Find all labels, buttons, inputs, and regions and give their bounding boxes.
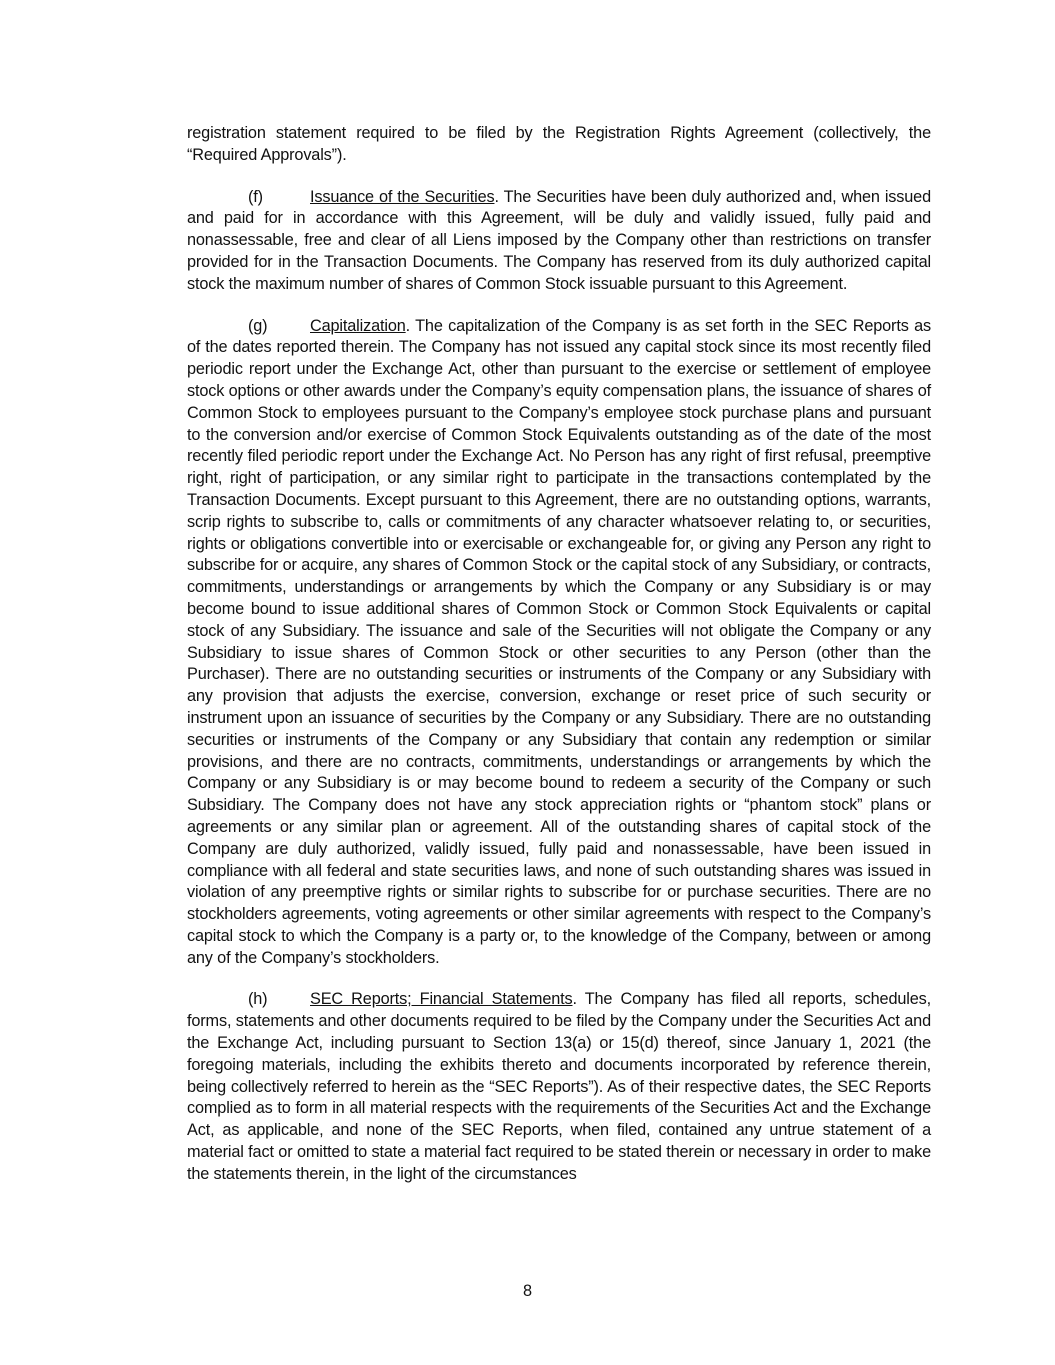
section-h-paragraph xyxy=(187,989,931,1185)
section-h-heading: SEC Reports; Financial Statements xyxy=(310,990,573,1009)
section-f-heading: Issuance of the Securities xyxy=(310,187,495,206)
section-f-body: The Securities have been duly authorized and, when issued and paid for in accordance with this Agreement, will be duly and validly issued, fully paid and nonassessable, free and clear of all Liens imposed by the Company other than restrictions on transfer provided for in the Transaction Documents. The Company has reserved from its duly authorized capital stock the maximum number of shares of Common Stock issuable pursuant to this Agreement. xyxy=(187,187,931,293)
section-h-heading-end: . xyxy=(572,990,577,1009)
page-number: 8 xyxy=(522,1282,533,1300)
section-f-label: (f) xyxy=(248,187,263,206)
section-h-body: The Company has filed all reports, schedules, forms, statements and other documents required to be filed by the Company under the Securities Act and the Exchange Act, including pursuant to Section 13(a) or 15(d) thereof, since January 1, 2021 (the foregoing materials, including the exhibits thereto and documents incorporated by reference therein, being collectively referred to herein as the “SEC Reports”). As of their respective dates, the SEC Reports complied as to form in all material respects with the requirements of the Securities Act and the Exchange Act, as applicable, and none of the SEC Reports, when filed, contained any untrue statement of a material fact or omitted to state a material fact required to be stated therein or necessary in order to make the statements therein, in the light of the circumstances xyxy=(187,990,931,1183)
intro-paragraph: registration statement required to be filed by the Registration Rights Agreement (collectively, the “Required Approvals”). xyxy=(187,124,931,164)
section-g-heading-end: . xyxy=(405,316,411,335)
section-f-paragraph xyxy=(187,187,931,296)
document-page-body xyxy=(187,123,931,1206)
section-g-heading: Capitalization xyxy=(310,316,406,335)
section-g-paragraph xyxy=(187,316,931,970)
section-g-body: The capitalization of the Company is as set forth in the SEC Reports as of the dates reported therein. The Company has not issued any capital stock since its most recently filed periodic report under the Exchange Act, other than pursuant to the exercise or settlement of employee stock options or other awards under the Company’s equity compensation plans, the issuance of shares of Common Stock to employees pursuant to the Company’s employee stock purchase plans and pursuant to the conversion and/or exercise of Common Stock Equivalents outstanding as of the date of the most recently filed periodic report under the Exchange Act. No Person has any right of first refusal, preemptive right, right of participation, or any similar right to participate in the transactions contemplated by the Transaction Documents. Except pursuant to this Agreement, there are no outstanding options, warrants, scrip rights to subscribe to, calls or commitments of any character whatsoever relating to, or securities, rights or obligations convertible into or exercisable or exchangeable for, or giving any Person any right to subscribe for or acquire, any shares of Common Stock or the capital stock of any Subsidiary, or contracts, commitments, understandings or arrangements by which the Company or any Subsidiary is or may become bound to issue additional shares of Common Stock or Common Stock Equivalents or capital stock of any Subsidiary. The issuance and sale of the Securities will not obligate the Company or any Subsidiary to issue shares of Common Stock or other securities to any Person (other than the Purchaser). There are no outstanding securities or instruments of the Company or any Subsidiary with any provision that adjusts the exercise, conversion, exchange or reset price of such security or instrument upon an issuance of securities by the Company or any Subsidiary. There are no outstanding securities or instruments of the Company or any Subsidiary that contain any redemption or similar provisions, and there are no contracts, commitments, understandings or arrangements by which the Company or any Subsidiary is or may become bound to redeem a security of the Company or such Subsidiary. The Company does not have any stock appreciation rights or “phantom stock” plans or agreements or any similar plan or agreement. All of the outstanding shares of capital stock of the Company are duly authorized, validly issued, fully paid and nonassessable, have been issued in compliance with all federal and state securities laws, and none of such outstanding shares was issued in violation of any preemptive rights or similar rights to subscribe for or purchase securities. There are no stockholders agreements, voting agreements or other similar agreements with respect to the Company’s capital stock to which the Company is a party or, to the knowledge of the Company, between or among any of the Company’s stockholders. xyxy=(187,316,931,967)
section-h-label: (h) xyxy=(248,990,268,1009)
section-g-label: (g) xyxy=(248,316,268,335)
section-f-heading-end: . xyxy=(494,187,499,206)
